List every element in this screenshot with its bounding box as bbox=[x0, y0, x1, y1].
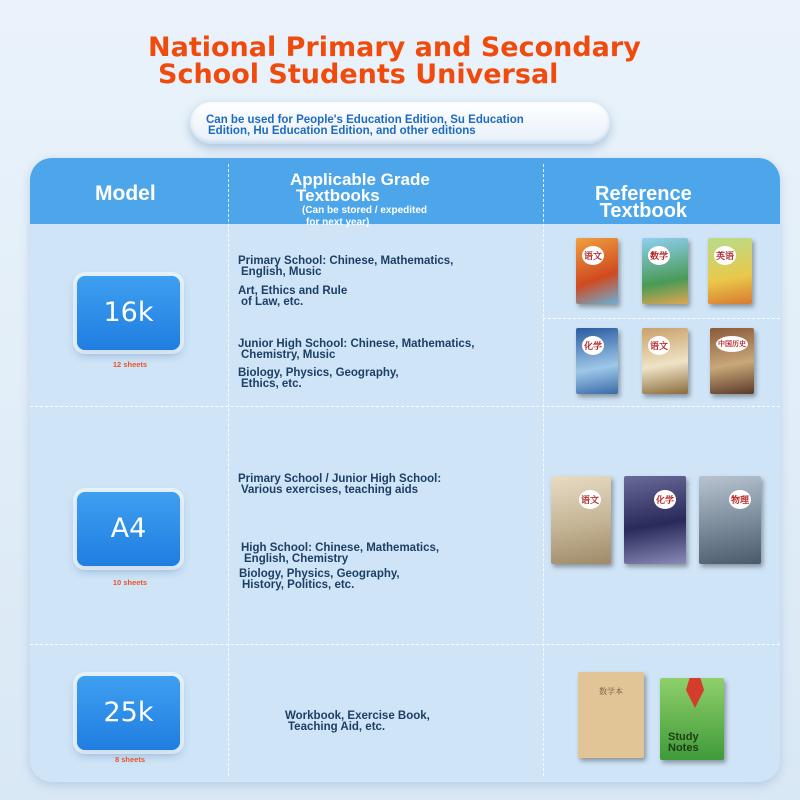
sheets-count-a4: 10 sheets bbox=[112, 578, 148, 587]
page-title bbox=[148, 34, 641, 88]
textbook-title: 语文 bbox=[579, 490, 601, 509]
editions-banner bbox=[190, 102, 610, 144]
textbook-cover bbox=[576, 328, 618, 394]
grade-group bbox=[285, 711, 430, 733]
grade-line: History, Politics, etc. bbox=[242, 579, 355, 591]
workbook-cover bbox=[578, 672, 644, 758]
title-line-1: National Primary and Secondary bbox=[148, 32, 641, 63]
header-reference-line-1: Reference bbox=[595, 183, 692, 205]
textbook-cover bbox=[624, 476, 686, 564]
grade-group bbox=[239, 569, 400, 591]
grade-line: Workbook, Exercise Book, bbox=[285, 710, 430, 722]
textbook-cover bbox=[551, 476, 611, 564]
grade-line: Various exercises, teaching aids bbox=[241, 484, 419, 496]
textbook-title: 化学 bbox=[654, 490, 676, 509]
editions-line-2: Edition, Hu Education Edition, and other editions bbox=[208, 125, 476, 137]
grade-line: Chemistry, Music bbox=[241, 349, 336, 361]
row-divider bbox=[30, 406, 780, 407]
textbook-cover bbox=[708, 238, 752, 304]
textbook-title: 语文 bbox=[582, 246, 604, 265]
study-notes-title: Study Notes bbox=[668, 731, 699, 754]
grade-line: Ethics, etc. bbox=[241, 378, 302, 390]
textbook-title: 数学 bbox=[648, 246, 670, 265]
grade-line: English, Chemistry bbox=[244, 553, 349, 565]
textbook-cover bbox=[710, 328, 754, 394]
textbook-title: 物理 bbox=[729, 490, 751, 509]
textbook-cover bbox=[699, 476, 761, 564]
spec-table bbox=[30, 158, 780, 782]
textbook-title: 化学 bbox=[582, 336, 604, 355]
grade-line: Teaching Aid, etc. bbox=[288, 721, 386, 733]
row-divider bbox=[543, 318, 780, 319]
grade-group bbox=[241, 543, 439, 565]
workbook-title: 数学本 bbox=[599, 687, 623, 696]
header-grade bbox=[290, 172, 430, 228]
grade-line: Biology, Physics, Geography, bbox=[238, 367, 399, 379]
header-grade-line-2: Textbooks bbox=[296, 186, 380, 205]
model-16k-button[interactable]: 16k bbox=[77, 276, 180, 350]
textbook-title: 中国历史 bbox=[716, 336, 748, 352]
table-header bbox=[30, 158, 780, 228]
grade-group bbox=[238, 286, 347, 308]
textbook-cover bbox=[576, 238, 618, 304]
grade-line: High School: Chinese, Mathematics, bbox=[241, 542, 440, 554]
model-25k-button[interactable]: 25k bbox=[77, 676, 180, 750]
title-line-2: School Students Universal bbox=[158, 59, 559, 90]
header-reference-line-2: Textbook bbox=[599, 200, 688, 222]
header-grade-note-1: (Can be stored / expedited bbox=[302, 205, 428, 216]
header-grade-note-2: for next year) bbox=[306, 217, 370, 228]
grade-line: Primary School: Chinese, Mathematics, bbox=[238, 255, 454, 267]
textbook-title: 英语 bbox=[714, 246, 736, 265]
grade-group bbox=[238, 368, 399, 390]
grade-line: Primary School / Junior High School: bbox=[238, 473, 442, 485]
grade-group bbox=[238, 256, 453, 278]
header-model: Model bbox=[95, 182, 156, 205]
tie-decoration bbox=[686, 678, 704, 708]
study-notes-cover bbox=[660, 678, 724, 760]
grade-line: English, Music bbox=[241, 266, 322, 278]
grade-line: Junior High School: Chinese, Mathematics, bbox=[238, 338, 475, 350]
header-reference bbox=[595, 183, 692, 222]
grade-line: Biology, Physics, Geography, bbox=[239, 568, 400, 580]
grade-group bbox=[238, 339, 474, 361]
column-divider bbox=[228, 164, 229, 776]
grade-line: Art, Ethics and Rule bbox=[238, 285, 348, 297]
grade-group bbox=[238, 474, 441, 496]
model-a4-button[interactable]: A4 bbox=[77, 492, 180, 566]
textbook-cover bbox=[642, 238, 688, 304]
editions-line-1: Can be used for People's Education Edition, Su Education bbox=[206, 114, 524, 126]
header-grade-line-1: Applicable Grade bbox=[290, 170, 430, 189]
sheets-count-25k: 8 sheets bbox=[114, 755, 146, 764]
grade-line: of Law, etc. bbox=[241, 296, 304, 308]
column-divider bbox=[543, 164, 544, 776]
row-divider bbox=[30, 644, 780, 645]
textbook-title: 语文 bbox=[648, 336, 670, 355]
textbook-cover bbox=[642, 328, 688, 394]
sheets-count-16k: 12 sheets bbox=[112, 360, 148, 369]
